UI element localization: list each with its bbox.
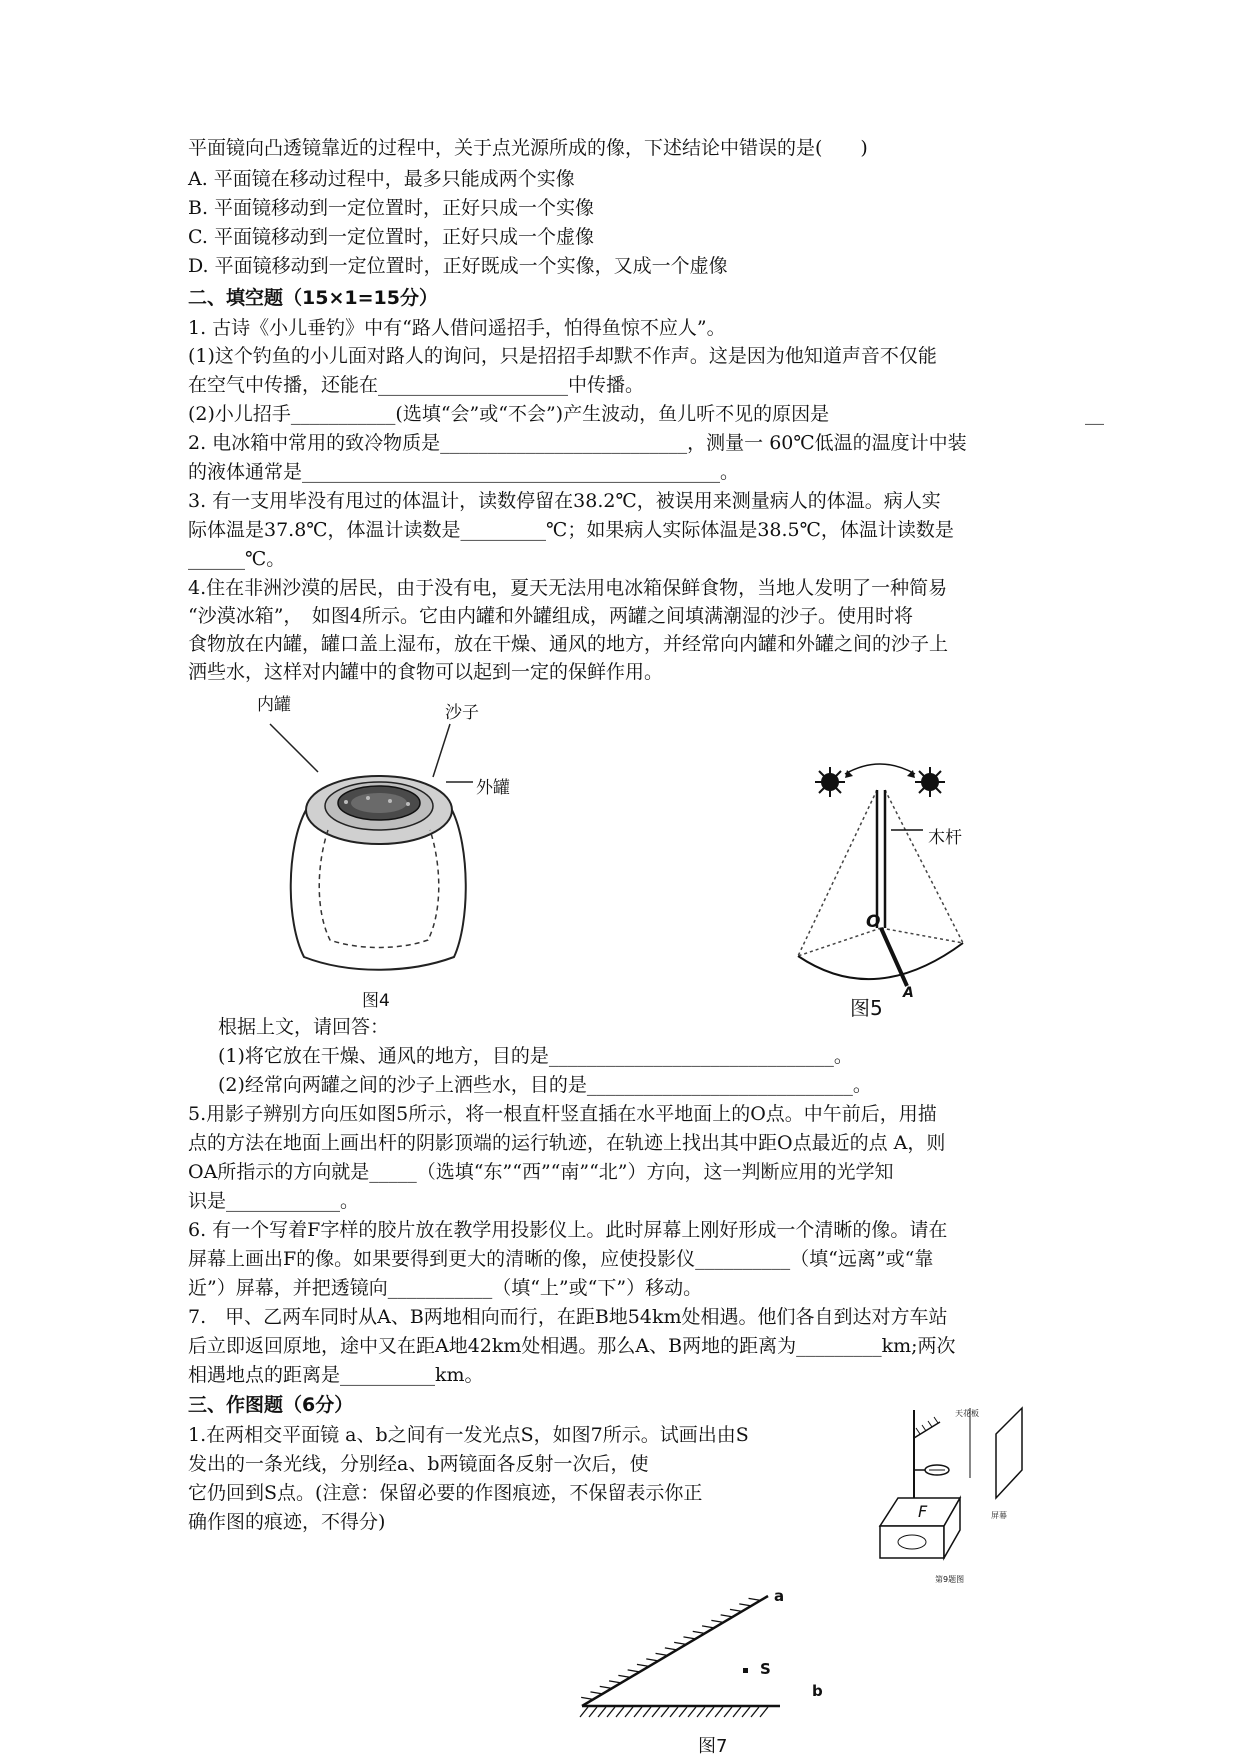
option-a: A. 平面镜在移动过程中，最多只能成两个实像 (188, 168, 575, 190)
question-7-c: 相遇地点的距离是__________km。 (188, 1364, 484, 1386)
figure-5-shadow-stick (795, 760, 1025, 990)
question-3: 3. 有一支用毕没有甩过的体温计，读数停留在38.2℃，被误用来测量病人的体温。病人实 (188, 490, 941, 512)
answer-prompt: 根据上文，请回答： (218, 1016, 390, 1038)
question-7: 7. 甲、乙两车同时从A、B两地相向而行，在距B地54km处相遇。他们各自到达对方车站 (188, 1306, 948, 1328)
option-c: C. 平面镜移动到一定位置时，正好只成一个虚像 (188, 226, 594, 248)
label-mirror-a: a (774, 1587, 785, 1605)
label-outer-can: 外罐 (476, 778, 510, 798)
label-film-f: F (918, 1502, 928, 1521)
section-heading-fill: 二、填空题（15×1=15分） (188, 287, 438, 309)
label-mirror-b: b (812, 1682, 823, 1700)
label-point-o: O (866, 912, 881, 932)
label-point-s: S (760, 1660, 771, 1678)
drawing-question-1-d: 确作图的痕迹，不得分) (188, 1511, 386, 1533)
label-point-a: A (903, 985, 914, 1001)
section-heading-drawing: 三、作图题（6分） (188, 1394, 354, 1416)
label-sand: 沙子 (445, 703, 479, 723)
question-1-part2: (2)小儿招手___________(选填“会”或“不会”)产生波动，鱼儿听不见的原因是 (188, 403, 830, 425)
question-5-d: 识是____________。 (188, 1190, 360, 1212)
drawing-question-1-b: 发出的一条光线，分别经a、b两镜面各反射一次后，使 (188, 1453, 649, 1475)
question-2-cont: 的液体通常是____________________________________________。 (188, 461, 740, 483)
figure-4-sand-fridge (258, 752, 498, 982)
figure-9-projector (870, 1400, 1030, 1585)
option-b: B. 平面镜移动到一定位置时，正好只成一个实像 (188, 197, 595, 219)
question-4-part1: (1)将它放在干燥、通风的地方，目的是______________________________。 (218, 1045, 853, 1067)
question-4-b: “沙漠冰箱”， 如图4所示。它由内罐和外罐组成，两罐之间填满潮湿的沙子。使用时将 (188, 605, 914, 627)
label-inner-can: 内罐 (257, 695, 291, 715)
question-4: 4.住在非洲沙漠的居民，由于没有电，夏天无法用电冰箱保鲜食物，当地人发明了一种简易 (188, 577, 948, 599)
figure-5-caption: 图5 (850, 996, 883, 1020)
question-6-c: 近”）屏幕，并把透镜向___________（填“上”或“下”）移动。 (188, 1277, 703, 1299)
question-5: 5.用影子辨别方向压如图5所示，将一根直杆竖直插在水平地面上的O点。中午前后，用描 (188, 1103, 937, 1125)
question-1-part1-cont: 在空气中传播，还能在____________________中传播。 (188, 374, 645, 396)
question-3-cont: 际体温是37.8℃，体温计读数是_________℃；如果病人实际体温是38.5℃，体温计读数是 (188, 519, 954, 541)
question-4-c: 食物放在内罐，罐口盖上湿布，放在干燥、通风的地方，并经常向内罐和外罐之间的沙子上 (188, 633, 949, 655)
question-5-c: OA所指示的方向就是_____（选填“东”“西”“南”“北”）方向，这一判断应用的光学知 (188, 1161, 894, 1183)
question-1: 1. 古诗《小儿垂钓》中有“路人借问遥招手，怕得鱼惊不应人”。 (188, 317, 726, 339)
question-text-line: 平面镜向凸透镜靠近的过程中，关于点光源所成的像，下述结论中错误的是( ) (188, 137, 868, 159)
option-d: D. 平面镜移动到一定位置时，正好既成一个实像，又成一个虚像 (188, 255, 728, 277)
drawing-question-1-c: 它仍回到S点。(注意：保留必要的作图痕迹，不保留表示你正 (188, 1482, 703, 1504)
question-6: 6. 有一个写着F字样的胶片放在教学用投影仪上。此时屏幕上刚好形成一个清晰的像。请在 (188, 1219, 948, 1241)
figure-7-mirrors (570, 1590, 830, 1740)
label-screen: 屏幕 (991, 1511, 1007, 1520)
question-5-b: 点的方法在地面上画出杆的阴影顶端的运行轨迹，在轨迹上找出其中距O点最近的点 A，则 (188, 1132, 946, 1154)
question-1-part1: (1)这个钓鱼的小儿面对路人的询问，只是招招手却默不作声。这是因为他知道声音不仅能 (188, 345, 937, 367)
label-ceiling: 天花板 (955, 1409, 979, 1418)
question-7-b: 后立即返回原地，途中又在距A地42km处相遇。那么A、B两地的距离为_________km;两次 (188, 1335, 956, 1357)
question-4-part2: (2)经常向两罐之间的沙子上洒些水，目的是____________________________。 (218, 1074, 872, 1096)
answer-blank-tail: __ (1085, 403, 1104, 425)
drawing-question-1: 1.在两相交平面镜 a、b之间有一发光点S，如图7所示。试画出由S (188, 1424, 749, 1446)
question-2: 2. 电冰箱中常用的致冷物质是__________________________，测量一 60℃低温的温度计中装 (188, 432, 967, 454)
question-6-b: 屏幕上画出F的像。如果要得到更大的清晰的像，应使投影仪__________（填“远离”或“靠 (188, 1248, 934, 1270)
figure-9-caption: 第9题图 (935, 1575, 965, 1584)
label-wooden-stick: 木杆 (928, 828, 962, 848)
question-4-d: 洒些水，这样对内罐中的食物可以起到一定的保鲜作用。 (188, 661, 664, 683)
figure-7-caption: 图7 (698, 1736, 728, 1757)
question-3-end: ______℃。 (188, 548, 286, 570)
figure-4-caption: 图4 (362, 991, 390, 1011)
